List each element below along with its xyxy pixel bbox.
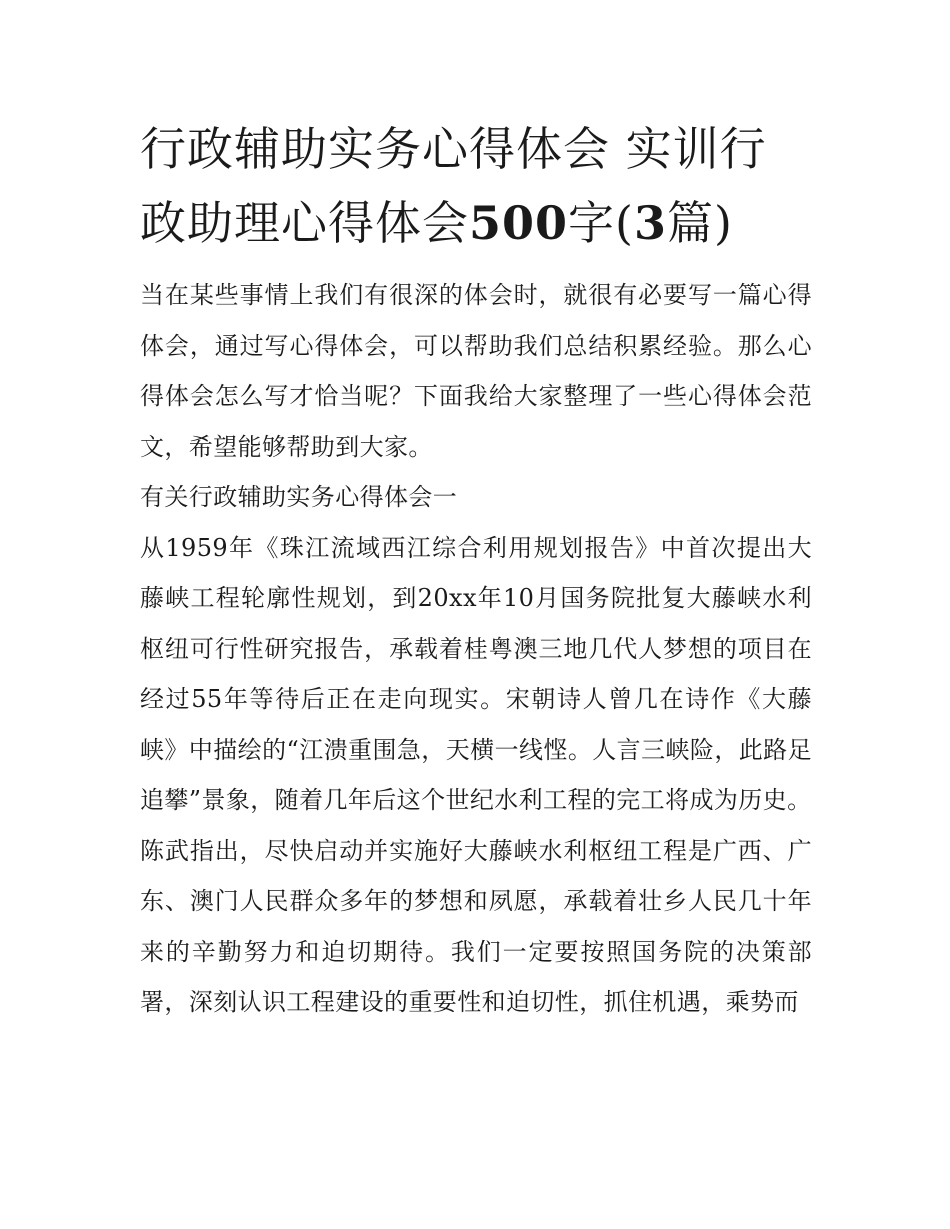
title-count: 3 <box>633 196 667 250</box>
document-title <box>140 112 812 260</box>
body-paragraph-1: 从1959年《珠江流域西江综合利用规划报告》中首次提出大藤峡工程轮廓性规划，到20xx年10月国务院批复大藤峡水利枢纽可行性研究报告，承载着桂粤澳三地几代人梦想的项目在经过55年等待后正在走向现实。宋朝诗人曾几在诗作《大藤峡》中描绘的“江溃重围急，天横一线悭。人言三峡险，此路足追攀”景象，随着几年后这个世纪水利工程的完工将成为历史。 <box>140 533 812 814</box>
title-text-3: 篇) <box>667 196 733 250</box>
section-heading: 有关行政辅助实务心得体会一 <box>140 483 458 511</box>
title-number: 500 <box>469 196 569 250</box>
body-paragraph-2: 陈武指出，尽快启动并实施好大藤峡水利枢纽工程是广西、广东、澳门人民群众多年的梦想和夙愿，承载着壮乡人民几十年来的辛勤努力和迫切期待。我们一定要按照国务院的决策部署，深刻认识工程建设的重要性和迫切性，抓住机遇，乘势而 <box>140 836 812 1016</box>
document-page <box>140 112 812 1028</box>
title-text: 行政辅助实务心得体会 实训行政助理心得体会 <box>140 122 767 250</box>
title-text-2: 字( <box>568 196 634 250</box>
intro-paragraph: 当在某些事情上我们有很深的体会时，就很有必要写一篇心得体会，通过写心得体会，可以帮助我们总结积累经验。那么心得体会怎么写才恰当呢？下面我给大家整理了一些心得体会范文，希望能够帮助到大家。 <box>140 281 812 461</box>
